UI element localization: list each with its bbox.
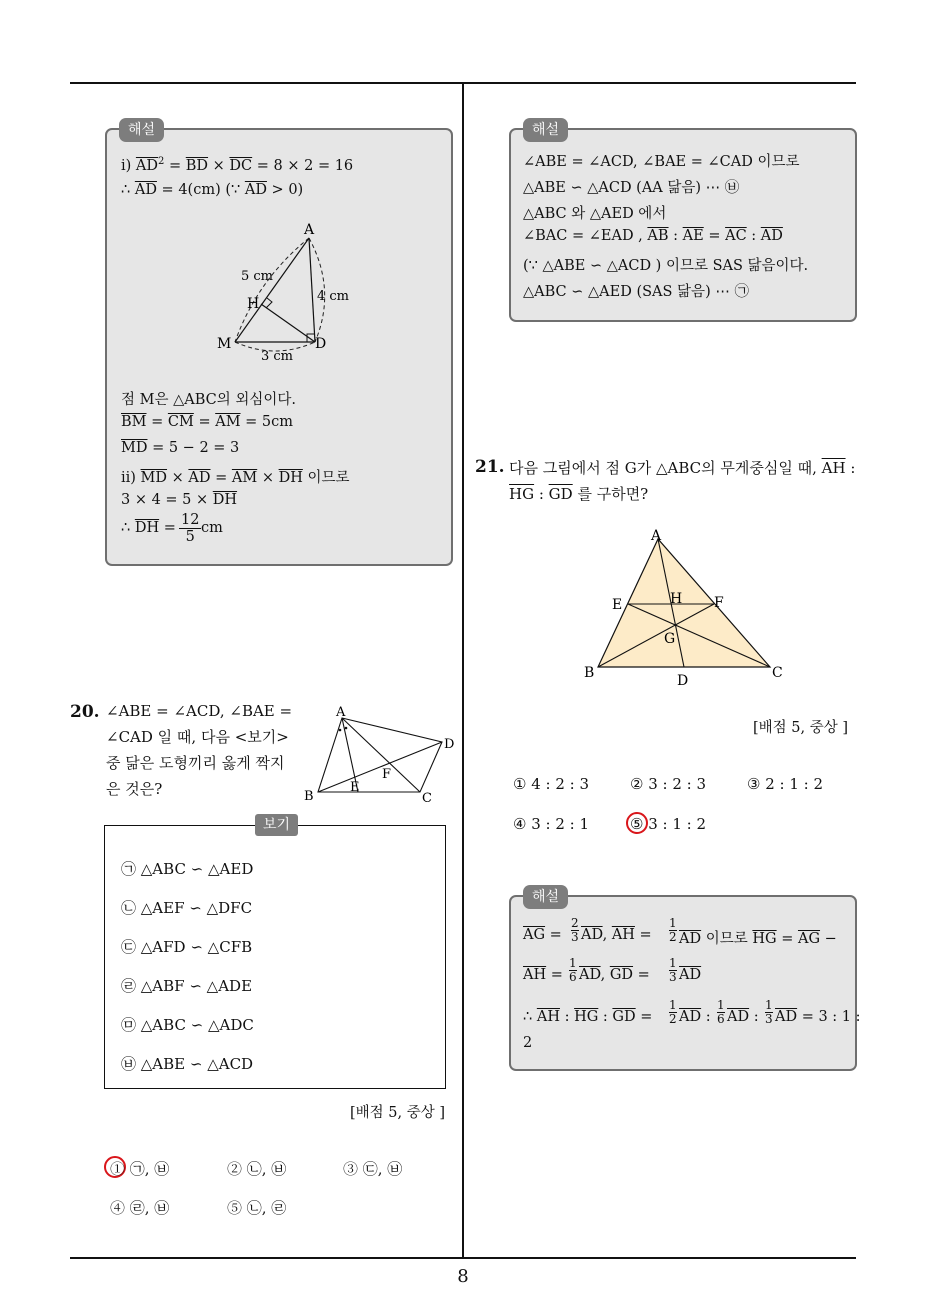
- bogi-item: ㉣ △ABF ∽ △ADE: [121, 977, 253, 995]
- question-21-figure: [578, 525, 798, 690]
- q20-label-E: E: [350, 780, 360, 795]
- bogi-box: [104, 817, 446, 1089]
- question-21-number: 21.: [475, 457, 505, 477]
- q20-choice-3[interactable]: ③ ㉢, ㉥: [343, 1160, 403, 1178]
- q20-choice-2[interactable]: ② ㉡, ㉥: [227, 1160, 287, 1178]
- solution-line: ⅱ) $\overline{MD} \times \overline{AD} = \overline{AM} \times \overline{DH}$ 이므로: [121, 470, 350, 486]
- bogi-item: ㉢ △AFD ∽ △CFB: [121, 938, 253, 956]
- solution-line: ∠ABE = ∠ACD, ∠BAE = ∠CAD 이므로: [523, 154, 800, 170]
- bogi-item: ㉥ △ABE ∽ △ACD: [121, 1055, 254, 1073]
- q20-choice-4[interactable]: ④ ㉣, ㉥: [110, 1199, 170, 1217]
- q21-label-C: C: [772, 665, 783, 681]
- q21-choice-1[interactable]: ① 4 : 2 : 3: [513, 775, 590, 793]
- q21-label-H: H: [670, 591, 683, 607]
- page-number: 8: [457, 1266, 469, 1287]
- q21-label-B: B: [584, 665, 595, 681]
- q20-label-B: B: [304, 789, 314, 804]
- q20-choice-5[interactable]: ⑤ ㉡, ㉣: [227, 1199, 287, 1217]
- q21-choice-3[interactable]: ③ 2 : 1 : 2: [747, 775, 824, 793]
- q21-label-E: E: [612, 597, 623, 613]
- solution-line: $\overline{AH}$ = 1 6 $\overline{AD}$, $\overline{GD}$ = 1 3 $\overline{AD}$: [523, 956, 702, 984]
- q20-label-A: A: [336, 705, 346, 720]
- label-M: M: [217, 336, 232, 352]
- q20-choice-1[interactable]: ① ㉠, ㉥: [110, 1160, 170, 1178]
- solution-line: △ABC ∽ △AED (SAS 닮음) ⋯ ㉠: [523, 284, 749, 300]
- solution-line: ∴ $\overline{AH}$ : $\overline{HG}$ : $\overline{GD}$ = 1 2 $\overline{AD}$ : 1 6 $\overline{AD}$ : 1 3 $\overline{AD} = 3$ : 1 :: [523, 998, 861, 1026]
- q20-label-D: D: [444, 737, 455, 752]
- q20-label-C: C: [422, 791, 432, 804]
- question-20-score: [배점 5, 중상 ]: [350, 1105, 446, 1121]
- bogi-tag: 보기: [255, 814, 298, 836]
- solution-line: 점 M은 △ABC의 외심이다.: [121, 392, 296, 408]
- q20-label-F: F: [382, 767, 392, 782]
- left-solution-box: 해설 ⅰ) $\overline{AD}^2 = \overline{BD} \times \overline{DC} = 8 \times 2 = 16$ ∴ $\overline{AD} = 4(cm)$ (∵ $\overline{AD} > 0$) A H M D 5 cm 4 cm 3 cm 점 M은 △ABC의 외심이다. $\overline{BM} = \overline{CM} = \overline{AM} = 5cm$ $\overline{MD} = 5 - 2 = 3$ ⅱ) $\overline{MD} \times \overline{AD} = \overline{AM} \times \overline{DH}$ 이므로 $3 \times 4 = 5 \times \overline{DH}$ ∴ $\overline{DH}$ = 12 5 cm: [105, 128, 453, 566]
- label-A: A: [304, 222, 315, 238]
- question-20-number: 20.: [70, 702, 100, 722]
- solution-line: $\overline{AG}$ = 2 3 $\overline{AD}$, $\overline{AH}$ = 1 2 $\overline{AD}$ 이므로 $\overline{HG} = \overline{AG}$ −: [523, 916, 837, 947]
- bogi-item: ㉠ △ABC ∽ △AED: [121, 860, 254, 878]
- solution-line: (∵ △ABE ∽ △ACD ) 이므로 SAS 닮음이다.: [523, 258, 809, 274]
- column-divider: [462, 84, 464, 1258]
- bottom-rule: [70, 1257, 856, 1259]
- solution-line: ∠BAC = ∠EAD , $\overline{AB}$ : $\overline{AE} = \overline{AC}$ : $\overline{AD}$: [523, 228, 783, 244]
- q21-choice-4[interactable]: ④ 3 : 2 : 1: [513, 815, 590, 833]
- solution-tag: 해설: [119, 118, 164, 142]
- question-20-figure: [300, 704, 460, 804]
- solution-line: △ABE ∽ △ACD (AA 닮음) ⋯ ㉥: [523, 180, 740, 196]
- q21-choice-5[interactable]: ⑤ 3 : 1 : 2: [630, 815, 707, 833]
- question-21-score: [배점 5, 중상 ]: [753, 720, 849, 736]
- solution-line: $3 \times 4 = 5 \times \overline{DH}$: [121, 492, 238, 508]
- bogi-item: ㉤ △ABC ∽ △ADC: [121, 1016, 254, 1034]
- right-bottom-solution-box: [509, 889, 861, 1071]
- solution-line: 2: [523, 1035, 533, 1051]
- q21-choice-2[interactable]: ② 3 : 2 : 3: [630, 775, 707, 793]
- bogi-item: ㉡ △AEF ∽ △DFC: [121, 899, 253, 917]
- solution-tag: 해설: [523, 885, 568, 909]
- question-21-text: 다음 그림에서 점 G가 △ABC의 무게중심일 때, $\overline{AH}$ : $\overline{HG}$ : $\overline{GD}$ 를 구하면?: [509, 459, 856, 503]
- label-md: 3 cm: [261, 349, 294, 364]
- q21-label-A: A: [651, 528, 662, 544]
- solution-line: ⅰ) $\overline{AD}^2 = \overline{BD} \times \overline{DC} = 8 \times 2 = 16$: [121, 156, 354, 174]
- question-20-text: ∠ABE = ∠ACD, ∠BAE = ∠CAD 일 때, 다음 <보기> 중 닮은 도형끼리 옳게 짝지 은 것은?: [106, 702, 293, 798]
- q21-label-G: G: [664, 631, 676, 647]
- solution-line: △ABC 와 △AED 에서: [523, 206, 667, 222]
- label-D: D: [315, 336, 327, 352]
- q21-label-F: F: [714, 595, 724, 611]
- label-H: H: [247, 296, 260, 312]
- solution-tag: 해설: [523, 118, 568, 142]
- q21-label-D: D: [677, 673, 689, 689]
- label-am: 5 cm: [241, 269, 274, 284]
- solution-line: ∴ $\overline{AD} = 4(cm)$ (∵ $\overline{AD} > 0$): [121, 182, 304, 198]
- right-top-solution-box: [509, 122, 857, 322]
- solution-line: $\overline{BM} = \overline{CM} = \overline{AM} = 5cm$: [121, 414, 294, 430]
- label-ad: 4 cm: [317, 289, 350, 304]
- circumcenter-figure: [197, 220, 367, 370]
- solution-line: $\overline{MD} = 5 - 2 = 3$: [121, 440, 240, 456]
